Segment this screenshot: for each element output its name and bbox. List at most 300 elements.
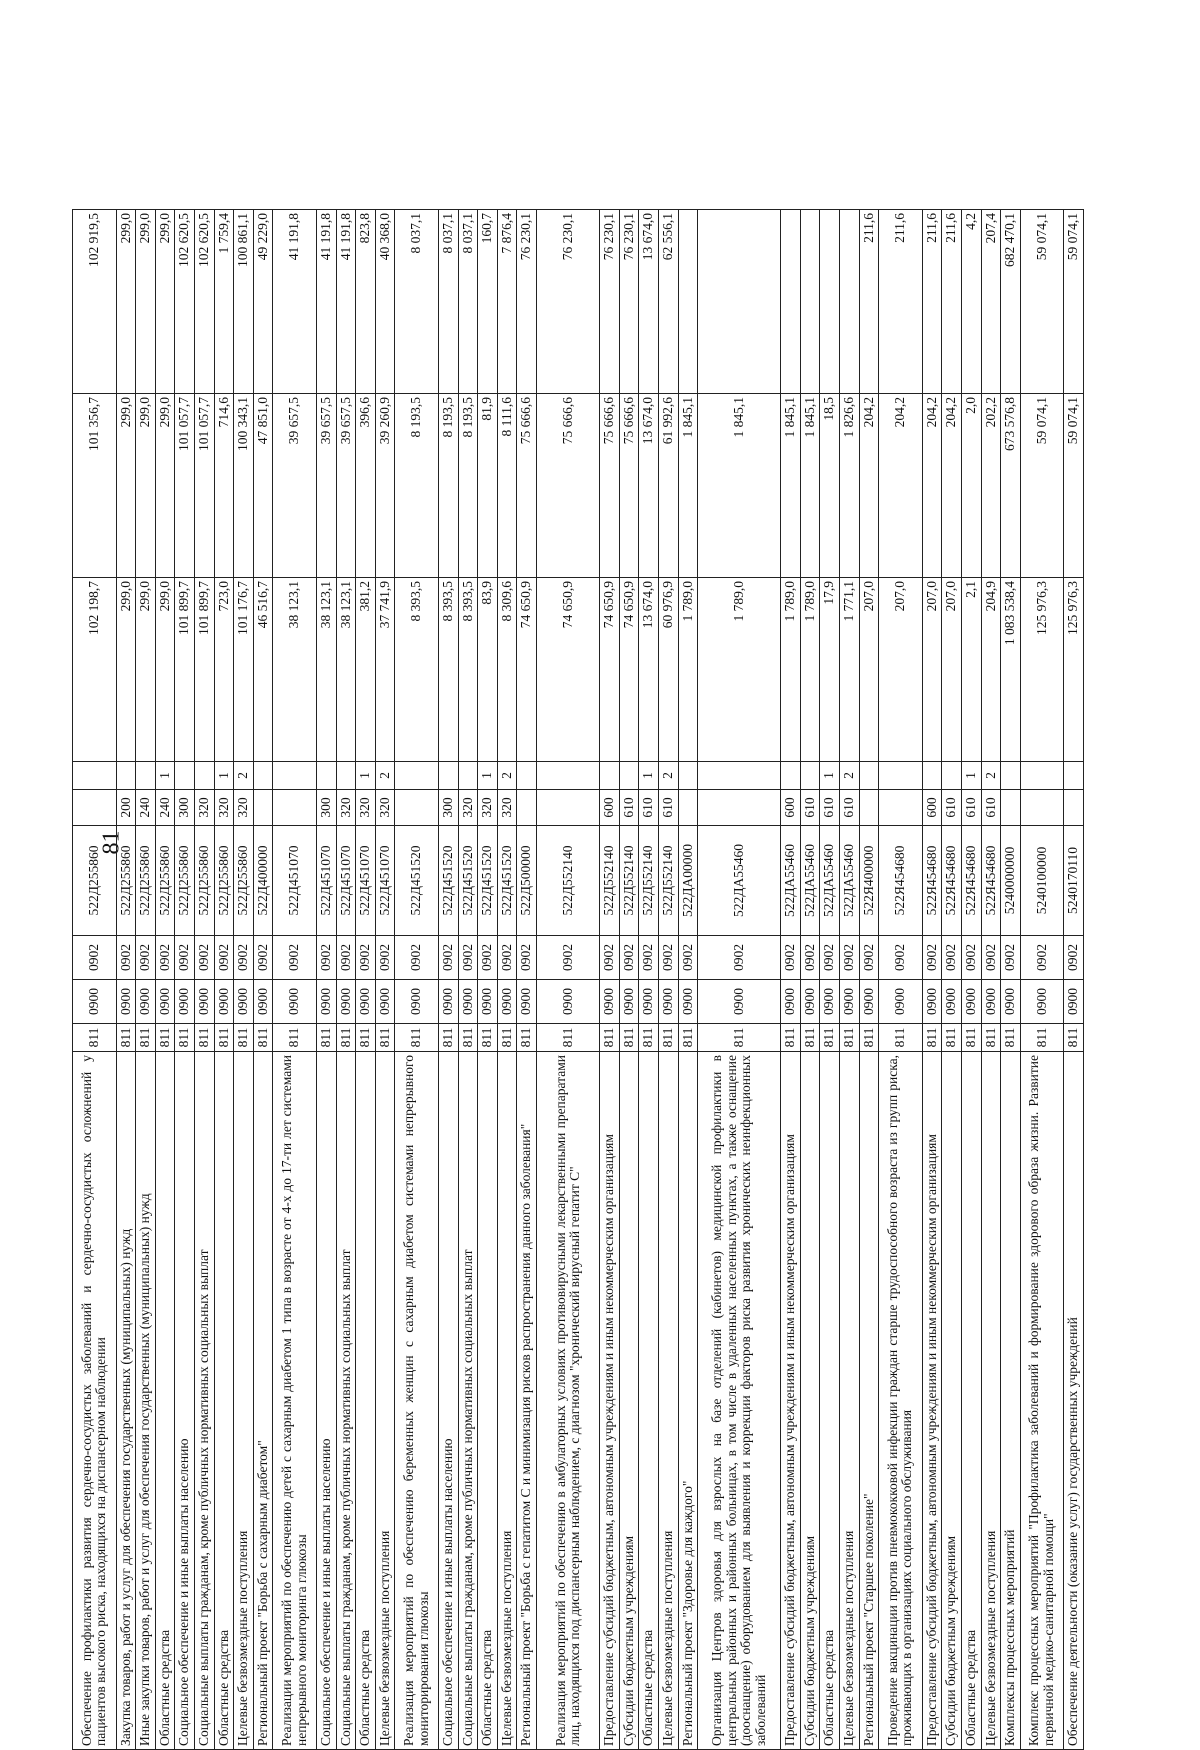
row-subsection-code: 0902	[175, 936, 195, 980]
row-admin-code: 811	[497, 1024, 517, 1052]
row-amount-1: 207,0	[942, 578, 962, 762]
row-amount-2: 100 343,1	[234, 394, 254, 578]
row-amount-2: 1 845,1	[698, 394, 781, 578]
row-amount-2: 39 657,5	[336, 394, 356, 578]
row-expense-type: 320	[356, 790, 376, 826]
row-name: Целевые безвозмездные поступления	[497, 1052, 517, 1750]
row-section-code: 0900	[136, 980, 156, 1024]
row-name: Областные средства	[356, 1052, 376, 1750]
row-expense-type: 600	[600, 790, 620, 826]
row-target-article: 522ДА55460	[698, 826, 781, 936]
row-amount-1: 60 976,9	[659, 578, 679, 762]
row-section-code: 0900	[820, 980, 840, 1024]
row-expense-type: 320	[458, 790, 478, 826]
row-name: Областные средства	[639, 1052, 659, 1750]
row-subsection-code: 0902	[336, 936, 356, 980]
row-admin-code: 811	[600, 1024, 620, 1052]
row-fund-source	[175, 762, 195, 790]
row-amount-1: 1 789,0	[678, 578, 698, 762]
table-row	[800, 210, 820, 1750]
table-row	[942, 210, 962, 1750]
table-row	[678, 210, 698, 1750]
table-row	[234, 210, 254, 1750]
row-amount-3	[678, 210, 698, 394]
row-target-article: 5240170110	[1064, 826, 1084, 936]
row-amount-2: 8 111,6	[497, 394, 517, 578]
row-expense-type: 240	[136, 790, 156, 826]
row-subsection-code: 0902	[922, 936, 942, 980]
row-amount-1: 381,2	[356, 578, 376, 762]
row-subsection-code: 0902	[800, 936, 820, 980]
row-name: Комплекс процессных мероприятий "Профилактика заболеваний и формирование здорового образа жизни. Развитие первичной медико-санитарной помощи"	[1020, 1052, 1064, 1750]
row-fund-source	[517, 762, 537, 790]
row-section-code: 0900	[1001, 980, 1021, 1024]
row-expense-type	[698, 790, 781, 826]
row-amount-2: 39 657,5	[317, 394, 337, 578]
row-fund-source	[1064, 762, 1084, 790]
row-amount-3: 102 620,5	[175, 210, 195, 394]
row-admin-code: 811	[214, 1024, 234, 1052]
row-fund-source	[859, 762, 879, 790]
table-row	[859, 210, 879, 1750]
row-fund-source	[253, 762, 273, 790]
row-name: Реализация мероприятий по обеспечению в амбулаторных условиях противовирусными лекарственными препаратами лиц, находящихся под диспансерным наблюдением, с диагнозом "хронический вирусный гепатит С"	[537, 1052, 600, 1750]
row-fund-source: 1	[356, 762, 376, 790]
row-amount-1: 1 789,0	[698, 578, 781, 762]
row-name: Закупка товаров, работ и услуг для обеспечения государственных (муниципальных) нужд	[116, 1052, 136, 1750]
row-amount-2: 59 074,1	[1020, 394, 1064, 578]
row-expense-type: 610	[800, 790, 820, 826]
row-name: Областные средства	[961, 1052, 981, 1750]
row-amount-1: 723,0	[214, 578, 234, 762]
row-amount-1: 101 899,7	[195, 578, 215, 762]
row-subsection-code: 0902	[116, 936, 136, 980]
row-amount-2: 61 992,6	[659, 394, 679, 578]
row-admin-code: 811	[273, 1024, 317, 1052]
row-subsection-code: 0902	[439, 936, 459, 980]
table-row	[922, 210, 942, 1750]
row-admin-code: 811	[678, 1024, 698, 1052]
row-fund-source: 2	[981, 762, 1001, 790]
row-fund-source	[336, 762, 356, 790]
row-amount-3: 40 368,0	[375, 210, 395, 394]
row-target-article: 522ДА55460	[800, 826, 820, 936]
row-section-code: 0900	[273, 980, 317, 1024]
row-name: Областные средства	[820, 1052, 840, 1750]
row-subsection-code: 0902	[981, 936, 1001, 980]
row-amount-1: 207,0	[859, 578, 879, 762]
row-fund-source	[73, 762, 117, 790]
row-subsection-code: 0902	[195, 936, 215, 980]
row-subsection-code: 0902	[317, 936, 337, 980]
row-name: Субсидии бюджетным учреждениям	[942, 1052, 962, 1750]
row-section-code: 0900	[356, 980, 376, 1024]
row-subsection-code: 0902	[1001, 936, 1021, 980]
row-amount-1: 8 393,5	[439, 578, 459, 762]
row-subsection-code: 0902	[253, 936, 273, 980]
row-name: Целевые безвозмездные поступления	[375, 1052, 395, 1750]
row-fund-source	[116, 762, 136, 790]
row-expense-type: 600	[781, 790, 801, 826]
row-amount-3: 4,2	[961, 210, 981, 394]
row-admin-code: 811	[781, 1024, 801, 1052]
row-target-article: 5240000000	[1001, 826, 1021, 936]
row-fund-source	[800, 762, 820, 790]
row-admin-code: 811	[458, 1024, 478, 1052]
row-target-article: 522Д255860	[136, 826, 156, 936]
row-subsection-code: 0902	[659, 936, 679, 980]
row-fund-source: 2	[375, 762, 395, 790]
row-expense-type: 600	[922, 790, 942, 826]
table-row	[497, 210, 517, 1750]
row-section-code: 0900	[922, 980, 942, 1024]
row-admin-code: 811	[395, 1024, 439, 1052]
row-amount-3: 100 861,1	[234, 210, 254, 394]
row-section-code: 0900	[859, 980, 879, 1024]
row-amount-3: 62 556,1	[659, 210, 679, 394]
row-expense-type: 320	[497, 790, 517, 826]
row-section-code: 0900	[317, 980, 337, 1024]
row-section-code: 0900	[961, 980, 981, 1024]
row-expense-type: 320	[234, 790, 254, 826]
row-amount-1: 299,0	[155, 578, 175, 762]
row-fund-source: 2	[839, 762, 859, 790]
table-row	[458, 210, 478, 1750]
row-fund-source	[136, 762, 156, 790]
row-section-code: 0900	[175, 980, 195, 1024]
row-name: Социальные выплаты гражданам, кроме публичных нормативных социальных выплат	[336, 1052, 356, 1750]
row-fund-source: 1	[155, 762, 175, 790]
row-section-code: 0900	[600, 980, 620, 1024]
row-expense-type: 300	[317, 790, 337, 826]
row-amount-3: 299,0	[136, 210, 156, 394]
row-expense-type: 610	[961, 790, 981, 826]
row-amount-2: 204,2	[879, 394, 923, 578]
row-amount-1: 13 674,0	[639, 578, 659, 762]
row-fund-source	[317, 762, 337, 790]
row-fund-source: 2	[497, 762, 517, 790]
row-target-article: 522Я454680	[942, 826, 962, 936]
row-amount-2: 47 851,0	[253, 394, 273, 578]
row-amount-1: 125 976,3	[1064, 578, 1084, 762]
row-fund-source: 1	[961, 762, 981, 790]
table-row	[1001, 210, 1021, 1750]
row-section-code: 0900	[639, 980, 659, 1024]
rotated-table-frame	[72, 210, 1084, 1750]
row-subsection-code: 0902	[639, 936, 659, 980]
row-amount-3: 299,0	[155, 210, 175, 394]
row-subsection-code: 0902	[1020, 936, 1064, 980]
row-amount-1: 8 309,6	[497, 578, 517, 762]
row-target-article: 522Д255860	[234, 826, 254, 936]
row-name: Целевые безвозмездные поступления	[234, 1052, 254, 1750]
row-fund-source	[395, 762, 439, 790]
row-amount-3: 299,0	[116, 210, 136, 394]
row-fund-source	[619, 762, 639, 790]
row-amount-2: 75 666,6	[600, 394, 620, 578]
row-fund-source	[1001, 762, 1021, 790]
row-name: Реализация мероприятий по обеспечению беременных женщин с сахарным диабетом системами непрерывного мониторирования глюкозы	[395, 1052, 439, 1750]
budget-table	[72, 209, 1084, 1750]
table-row	[155, 210, 175, 1750]
row-amount-3	[781, 210, 801, 394]
table-row	[698, 210, 781, 1750]
table-row	[116, 210, 136, 1750]
row-name: Реализации мероприятий по обеспечению детей с сахарным диабетом 1 типа в возрасте от 4-х до 17-ти лет системами непрерывного мониторинга глюкозы	[273, 1052, 317, 1750]
table-row	[439, 210, 459, 1750]
row-amount-2: 59 074,1	[1064, 394, 1084, 578]
row-subsection-code: 0902	[942, 936, 962, 980]
row-name: Проведение вакцинации против пневмококковой инфекции граждан старше трудоспособного возраста из групп риска, проживающих в организациях социального обслуживания	[879, 1052, 923, 1750]
row-amount-1: 38 123,1	[317, 578, 337, 762]
row-subsection-code: 0902	[214, 936, 234, 980]
row-amount-3: 49 229,0	[253, 210, 273, 394]
row-target-article: 522ДА55460	[781, 826, 801, 936]
row-subsection-code: 0902	[273, 936, 317, 980]
row-amount-1: 74 650,9	[619, 578, 639, 762]
row-amount-2: 204,2	[942, 394, 962, 578]
row-target-article: 522Д451070	[375, 826, 395, 936]
row-amount-1: 1 083 538,4	[1001, 578, 1021, 762]
table-row	[1020, 210, 1064, 1750]
row-target-article: 522Д552140	[537, 826, 600, 936]
table-row	[600, 210, 620, 1750]
row-admin-code: 811	[439, 1024, 459, 1052]
row-amount-1: 1 789,0	[800, 578, 820, 762]
row-amount-1: 8 393,5	[395, 578, 439, 762]
row-amount-3	[820, 210, 840, 394]
row-expense-type	[879, 790, 923, 826]
row-expense-type	[253, 790, 273, 826]
row-fund-source	[195, 762, 215, 790]
row-expense-type: 320	[375, 790, 395, 826]
table-row	[537, 210, 600, 1750]
row-section-code: 0900	[942, 980, 962, 1024]
row-amount-3: 13 674,0	[639, 210, 659, 394]
row-amount-3: 59 074,1	[1064, 210, 1084, 394]
table-row	[981, 210, 1001, 1750]
row-amount-2: 18,5	[820, 394, 840, 578]
row-amount-3: 8 037,1	[439, 210, 459, 394]
row-target-article: 522Д255860	[155, 826, 175, 936]
row-fund-source: 1	[214, 762, 234, 790]
table-row	[820, 210, 840, 1750]
row-amount-1: 102 198,7	[73, 578, 117, 762]
row-amount-1: 38 123,1	[273, 578, 317, 762]
table-row	[517, 210, 537, 1750]
row-fund-source: 2	[659, 762, 679, 790]
table-row	[639, 210, 659, 1750]
row-fund-source	[600, 762, 620, 790]
row-target-article: 522Д451070	[356, 826, 376, 936]
row-amount-3	[698, 210, 781, 394]
row-amount-2: 1 845,1	[781, 394, 801, 578]
row-amount-2: 299,0	[136, 394, 156, 578]
row-amount-1: 74 650,9	[537, 578, 600, 762]
row-section-code: 0900	[517, 980, 537, 1024]
row-amount-3: 682 470,1	[1001, 210, 1021, 394]
row-subsection-code: 0902	[375, 936, 395, 980]
row-expense-type: 610	[981, 790, 1001, 826]
row-subsection-code: 0902	[497, 936, 517, 980]
row-fund-source	[1020, 762, 1064, 790]
table-row	[879, 210, 923, 1750]
row-target-article: 522Д451070	[336, 826, 356, 936]
row-section-code: 0900	[73, 980, 117, 1024]
row-admin-code: 811	[981, 1024, 1001, 1052]
row-amount-2: 101 356,7	[73, 394, 117, 578]
row-subsection-code: 0902	[356, 936, 376, 980]
row-target-article: 522ДА55460	[820, 826, 840, 936]
row-amount-2: 396,6	[356, 394, 376, 578]
row-subsection-code: 0902	[136, 936, 156, 980]
table-row	[1064, 210, 1084, 1750]
row-target-article: 522Д500000	[517, 826, 537, 936]
row-amount-1: 83,9	[478, 578, 498, 762]
row-amount-3: 76 230,1	[619, 210, 639, 394]
row-subsection-code: 0902	[395, 936, 439, 980]
row-name: Социальные выплаты гражданам, кроме публичных нормативных социальных выплат	[458, 1052, 478, 1750]
row-amount-3: 823,8	[356, 210, 376, 394]
row-admin-code: 811	[195, 1024, 215, 1052]
page-number: 81	[98, 830, 125, 855]
row-subsection-code: 0902	[458, 936, 478, 980]
row-amount-2: 101 057,7	[175, 394, 195, 578]
table-row	[659, 210, 679, 1750]
row-amount-1: 8 393,5	[458, 578, 478, 762]
row-amount-1: 38 123,1	[336, 578, 356, 762]
row-amount-2: 39 657,5	[273, 394, 317, 578]
row-amount-3	[800, 210, 820, 394]
row-fund-source	[781, 762, 801, 790]
row-amount-2: 75 666,6	[517, 394, 537, 578]
row-amount-2: 1 826,6	[839, 394, 859, 578]
row-subsection-code: 0902	[678, 936, 698, 980]
row-amount-1: 74 650,9	[517, 578, 537, 762]
table-row	[619, 210, 639, 1750]
table-row	[781, 210, 801, 1750]
row-amount-3: 76 230,1	[537, 210, 600, 394]
row-admin-code: 811	[253, 1024, 273, 1052]
row-target-article: 522Д451520	[439, 826, 459, 936]
row-name: Социальное обеспечение и иные выплаты населению	[317, 1052, 337, 1750]
row-section-code: 0900	[458, 980, 478, 1024]
row-name: Региональный проект "Здоровье для каждого"	[678, 1052, 698, 1750]
row-target-article: 522Я400000	[859, 826, 879, 936]
row-admin-code: 811	[639, 1024, 659, 1052]
row-admin-code: 811	[698, 1024, 781, 1052]
row-name: Обеспечение деятельности (оказание услуг) государственных учреждений	[1064, 1052, 1084, 1750]
row-admin-code: 811	[317, 1024, 337, 1052]
row-amount-1: 2,1	[961, 578, 981, 762]
row-subsection-code: 0902	[1064, 936, 1084, 980]
row-amount-2: 8 193,5	[439, 394, 459, 578]
row-subsection-code: 0902	[820, 936, 840, 980]
row-amount-2: 39 260,9	[375, 394, 395, 578]
row-section-code: 0900	[800, 980, 820, 1024]
budget-table-body	[73, 210, 1084, 1750]
row-admin-code: 811	[942, 1024, 962, 1052]
row-subsection-code: 0902	[234, 936, 254, 980]
row-admin-code: 811	[961, 1024, 981, 1052]
row-admin-code: 811	[820, 1024, 840, 1052]
row-name: Социальные выплаты гражданам, кроме публичных нормативных социальных выплат	[195, 1052, 215, 1750]
row-name: Региональный проект "Борьба с гепатитом С и минимизация рисков распространения данного заболевания"	[517, 1052, 537, 1750]
row-expense-type: 320	[195, 790, 215, 826]
row-amount-1: 46 516,7	[253, 578, 273, 762]
row-fund-source	[537, 762, 600, 790]
row-name: Областные средства	[155, 1052, 175, 1750]
row-target-article: 522Д451520	[395, 826, 439, 936]
table-row	[375, 210, 395, 1750]
table-row	[395, 210, 439, 1750]
row-amount-1: 101 899,7	[175, 578, 195, 762]
row-section-code: 0900	[214, 980, 234, 1024]
row-section-code: 0900	[195, 980, 215, 1024]
row-expense-type: 320	[478, 790, 498, 826]
row-name: Субсидии бюджетным учреждениям	[619, 1052, 639, 1750]
row-expense-type	[1001, 790, 1021, 826]
row-admin-code: 811	[375, 1024, 395, 1052]
table-row	[253, 210, 273, 1750]
table-row	[839, 210, 859, 1750]
row-subsection-code: 0902	[517, 936, 537, 980]
row-admin-code: 811	[175, 1024, 195, 1052]
row-target-article: 522Д255860	[73, 826, 117, 936]
row-section-code: 0900	[1020, 980, 1064, 1024]
row-amount-3: 102 919,5	[73, 210, 117, 394]
row-section-code: 0900	[336, 980, 356, 1024]
row-admin-code: 811	[537, 1024, 600, 1052]
row-section-code: 0900	[678, 980, 698, 1024]
row-expense-type: 610	[820, 790, 840, 826]
row-name: Областные средства	[214, 1052, 234, 1750]
row-expense-type: 610	[659, 790, 679, 826]
row-amount-3: 1 759,4	[214, 210, 234, 394]
row-section-code: 0900	[253, 980, 273, 1024]
row-expense-type	[678, 790, 698, 826]
row-expense-type	[1020, 790, 1064, 826]
row-name: Социальное обеспечение и иные выплаты населению	[175, 1052, 195, 1750]
row-name: Региональный проект "Старшее поколение"	[859, 1052, 879, 1750]
row-target-article: 522ДА00000	[678, 826, 698, 936]
row-target-article: 522Я454680	[961, 826, 981, 936]
row-target-article: 522Д255860	[116, 826, 136, 936]
row-amount-3: 102 620,5	[195, 210, 215, 394]
row-name: Целевые безвозмездные поступления	[839, 1052, 859, 1750]
row-name: Региональный проект "Борьба с сахарным диабетом"	[253, 1052, 273, 1750]
row-expense-type	[273, 790, 317, 826]
row-amount-3: 41 191,8	[317, 210, 337, 394]
row-amount-1: 207,0	[879, 578, 923, 762]
row-admin-code: 811	[800, 1024, 820, 1052]
row-amount-2: 13 674,0	[639, 394, 659, 578]
row-amount-2: 2,0	[961, 394, 981, 578]
row-fund-source	[458, 762, 478, 790]
row-fund-source	[922, 762, 942, 790]
row-name: Целевые безвозмездные поступления	[659, 1052, 679, 1750]
row-expense-type: 300	[175, 790, 195, 826]
row-amount-1: 37 741,9	[375, 578, 395, 762]
row-expense-type	[1064, 790, 1084, 826]
row-expense-type	[537, 790, 600, 826]
row-expense-type: 240	[155, 790, 175, 826]
row-amount-3: 211,6	[922, 210, 942, 394]
row-section-code: 0900	[537, 980, 600, 1024]
row-subsection-code: 0902	[879, 936, 923, 980]
row-fund-source	[698, 762, 781, 790]
row-amount-1: 207,0	[922, 578, 942, 762]
